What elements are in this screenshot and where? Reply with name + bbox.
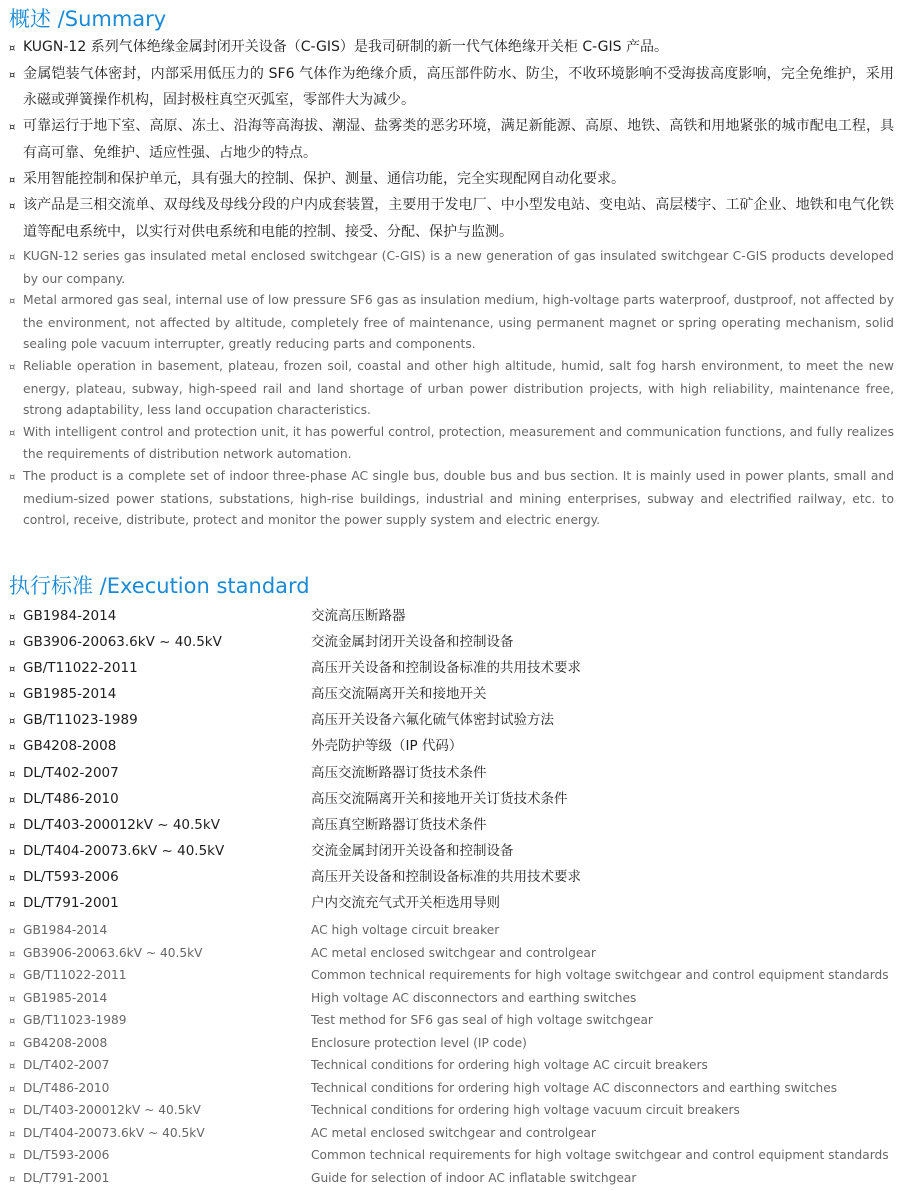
standard-row (9, 965, 894, 988)
standard-row (9, 865, 894, 891)
standard-code-text: GB1984-2014 (23, 608, 117, 624)
bullet-icon: ¤ (9, 638, 16, 650)
standard-row (9, 813, 894, 839)
standard-description: 高压开关设备六氟化硫气体密封试验方法 (311, 712, 554, 729)
standard-row (9, 943, 894, 966)
standard-row (9, 1123, 894, 1146)
bullet-icon: ¤ (9, 690, 16, 702)
bullet-icon: ¤ (9, 252, 16, 263)
bullet-icon: ¤ (9, 872, 16, 884)
standard-description: High voltage AC disconnectors and earthing switches (311, 990, 637, 1005)
bullet-icon: ¤ (9, 820, 16, 832)
standard-row (9, 1033, 894, 1056)
paragraph-text: KUGN-12 系列气体绝缘金属封闭开关设备（C-GIS）是我司研制的新一代气体绝缘开关柜 C-GIS 产品。 (23, 39, 668, 55)
standard-description: Technical conditions for ordering high voltage AC disconnectors and earthing switches (311, 1080, 838, 1095)
bullet-icon: ¤ (9, 201, 16, 213)
bullet-icon: ¤ (9, 427, 16, 439)
summary-paragraph (9, 62, 894, 114)
paragraph-text: Reliable operation in basement, plateau, frozen soil, coastal and other high altitude, humid, salt fog harsh environment, to meet the new energy, plateau, subway, high-speed rail and land shortage of urban power distribution projects, with high reliability, maintenance free, strong adaptability, less land occupation characteristics. (23, 358, 894, 418)
standard-code-text: GB3906-20063.6kV ~ 40.5kV (23, 634, 222, 651)
standard-description: 外壳防护等级（IP 代码） (311, 738, 463, 755)
bullet-icon: ¤ (9, 846, 16, 858)
standard-code-text: DL/T403-200012kV ~ 40.5kV (23, 1103, 201, 1118)
summary-cn (9, 35, 894, 246)
bullet-icon: ¤ (9, 664, 16, 676)
summary-en (9, 246, 894, 532)
paragraph-text: 采用智能控制和保护单元，具有强大的控制、保护、测量、通信功能，完全实现配网自动化要求。 (23, 170, 625, 187)
bullet-icon: ¤ (9, 1083, 16, 1095)
bullet-icon: ¤ (9, 471, 16, 483)
bullet-icon: ¤ (9, 1128, 16, 1140)
standard-row (9, 734, 894, 760)
standard-code (9, 865, 311, 891)
standard-code-text: GB3906-20063.6kV ~ 40.5kV (23, 945, 203, 960)
standard-code-text: GB/T11023-1989 (23, 712, 138, 729)
standard-code-text: GB4208-2008 (23, 1035, 108, 1050)
summary-paragraph (9, 114, 894, 166)
standard-code-text: DL/T404-20073.6kV ~ 40.5kV (23, 842, 225, 859)
standard-description: 高压交流隔离开关和接地开关订货技术条件 (311, 790, 568, 807)
standard-row (9, 656, 894, 682)
standard-code-text: GB1985-2014 (23, 990, 108, 1005)
standard-code (9, 943, 311, 966)
bullet-icon: ¤ (9, 1061, 16, 1073)
standard-code-text: DL/T593-2006 (23, 1148, 110, 1163)
standard-code-text: GB/T11022-2011 (23, 660, 138, 677)
standard-description: 高压交流断路器订货技术条件 (311, 764, 487, 781)
standard-description: 高压开关设备和控制设备标准的共用技术要求 (311, 868, 581, 885)
paragraph-text: The product is a complete set of indoor three-phase AC single bus, double bus and bus section. It is mainly used in power plants, small and medium-sized power stations, substations, high-rise buildings, industrial and mining enterprises, subway and electrified railway, etc. to control, receive, distribute, protect and monitor the power supply system and electric energy. (23, 468, 894, 528)
standard-row (9, 761, 894, 787)
bullet-icon: ¤ (9, 993, 16, 1005)
bullet-icon: ¤ (9, 1106, 16, 1118)
paragraph-text: 该产品是三相交流单、双母线及母线分段的户内成套装置，主要用于发电厂、中小型发电站、变电站、高层楼宇、工矿企业、地铁和电气化铁道等配电系统中，以实行对供电系统和电能的控制、接受、分配、保护与监测。 (23, 197, 894, 240)
standard-code (9, 1168, 311, 1191)
standard-code (9, 1145, 311, 1168)
standard-row (9, 1168, 894, 1191)
standard-description: AC metal enclosed switchgear and controlgear (311, 1125, 596, 1140)
standards-title: 执行标准 /Execution standard (9, 574, 310, 598)
standard-code-text: DL/T486-2010 (23, 790, 119, 807)
standard-description: AC metal enclosed switchgear and controlgear (311, 945, 596, 960)
standard-description: 交流金属封闭开关设备和控制设备 (311, 634, 514, 651)
bullet-icon: ¤ (9, 742, 16, 754)
bullet-icon: ¤ (9, 948, 16, 960)
bullet-icon: ¤ (9, 794, 16, 806)
standard-description: AC high voltage circuit breaker (311, 923, 500, 937)
standard-description: Test method for SF6 gas seal of high voltage switchgear (311, 1013, 653, 1028)
standard-description: 交流金属封闭开关设备和控制设备 (311, 842, 514, 859)
bullet-icon: ¤ (9, 296, 16, 308)
paragraph-text: Metal armored gas seal, internal use of low pressure SF6 gas as insulation medium, high-voltage parts waterproof, dustproof, not affected by the environment, not affected by altitude, completely free of maintenance, using permanent magnet or spring operating mechanism, solid sealing pole vacuum interrupter, greatly reducing parts and components. (23, 293, 894, 352)
summary-paragraph (9, 167, 894, 194)
standard-code-text: GB1985-2014 (23, 686, 117, 703)
standard-code (9, 708, 311, 734)
standard-code-text: DL/T404-20073.6kV ~ 40.5kV (23, 1125, 205, 1140)
bullet-icon: ¤ (9, 1151, 16, 1163)
bullet-icon: ¤ (9, 43, 16, 54)
standard-row (9, 839, 894, 865)
bullet-icon: ¤ (9, 926, 16, 937)
standard-code-text: DL/T403-200012kV ~ 40.5kV (23, 816, 220, 833)
standard-code (9, 630, 311, 656)
standard-row (9, 1055, 894, 1078)
standard-row (9, 891, 894, 917)
standard-code (9, 604, 311, 630)
standard-code (9, 656, 311, 682)
bullet-icon: ¤ (9, 899, 16, 911)
bullet-icon: ¤ (9, 174, 16, 186)
standard-code (9, 761, 311, 787)
standard-code (9, 1033, 311, 1056)
standard-row (9, 1078, 894, 1101)
standard-code (9, 1123, 311, 1146)
standard-description: Common technical requirements for high voltage switchgear and control equipment standards (311, 968, 889, 983)
standard-code-text: DL/T593-2006 (23, 868, 119, 885)
bullet-icon: ¤ (9, 971, 16, 983)
standard-code (9, 1055, 311, 1078)
bullet-icon: ¤ (9, 768, 16, 780)
standard-description: Common technical requirements for high voltage switchgear and control equipment standards (311, 1148, 889, 1163)
bullet-icon: ¤ (9, 1174, 16, 1186)
summary-paragraph (9, 290, 894, 356)
standard-description: Guide for selection of indoor AC inflatable switchgear (311, 1171, 637, 1186)
standard-code-text: GB1984-2014 (23, 923, 108, 937)
standard-description: 交流高压断路器 (311, 608, 406, 624)
paragraph-text: KUGN-12 series gas insulated metal enclosed switchgear (C-GIS) is a new generation of gas insulated switchgear C-GIS products developed by our company. (23, 249, 894, 286)
summary-title: 概述 /Summary (9, 7, 167, 31)
bullet-icon: ¤ (9, 122, 16, 134)
standard-code (9, 891, 311, 917)
summary-paragraph (9, 466, 894, 532)
standard-row (9, 682, 894, 708)
standard-row (9, 787, 894, 813)
summary-paragraph (9, 35, 894, 62)
standard-description: 高压开关设备和控制设备标准的共用技术要求 (311, 660, 581, 677)
summary-paragraph (9, 246, 894, 290)
standard-code (9, 965, 311, 988)
standard-row (9, 708, 894, 734)
bullet-icon: ¤ (9, 1016, 16, 1028)
standards-en-list (9, 920, 894, 1191)
standard-description: 高压真空断路器订货技术条件 (311, 816, 487, 833)
summary-paragraph (9, 193, 894, 245)
standard-code (9, 1010, 311, 1033)
standard-description: Technical conditions for ordering high voltage AC circuit breakers (311, 1058, 708, 1073)
standard-row (9, 988, 894, 1011)
bullet-icon: ¤ (9, 361, 16, 373)
standards-cn-list (9, 604, 894, 917)
summary-paragraph (9, 422, 894, 466)
standard-row (9, 630, 894, 656)
standard-code-text: DL/T791-2001 (23, 895, 119, 912)
standard-code-text: GB/T11022-2011 (23, 968, 127, 983)
standard-description: Technical conditions for ordering high voltage vacuum circuit breakers (311, 1103, 740, 1118)
standard-code (9, 734, 311, 760)
standard-code (9, 1078, 311, 1101)
standard-code (9, 920, 311, 943)
standard-description: 户内交流充气式开关柜选用导则 (311, 895, 500, 912)
standard-code (9, 839, 311, 865)
standard-code (9, 988, 311, 1011)
standard-description: 高压交流隔离开关和接地开关 (311, 686, 487, 703)
standard-description: Enclosure protection level (IP code) (311, 1035, 527, 1050)
standard-code-text: DL/T486-2010 (23, 1080, 110, 1095)
standard-row (9, 1010, 894, 1033)
standard-code-text: GB4208-2008 (23, 738, 117, 755)
standard-row (9, 1145, 894, 1168)
standard-code-text: GB/T11023-1989 (23, 1013, 127, 1028)
standard-code (9, 1100, 311, 1123)
standard-code (9, 682, 311, 708)
standard-code-text: DL/T791-2001 (23, 1171, 110, 1186)
bullet-icon: ¤ (9, 1038, 16, 1050)
standard-row (9, 604, 894, 630)
standard-row (9, 1100, 894, 1123)
bullet-icon: ¤ (9, 716, 16, 728)
paragraph-text: 金属铠装气体密封，内部采用低压力的 SF6 气体作为绝缘介质，高压部件防水、防尘，不收环境影响不受海拔高度影响，完全免维护，采用永磁或弹簧操作机构，固封极柱真空灭弧室，零部件大为减少。 (23, 65, 894, 109)
standard-code (9, 787, 311, 813)
paragraph-text: With intelligent control and protection unit, it has powerful control, protection, measurement and communication functions, and fully realizes the requirements of distribution network automation. (23, 424, 894, 462)
bullet-icon: ¤ (9, 612, 16, 623)
standard-row (9, 920, 894, 943)
paragraph-text: 可靠运行于地下室、高原、冻土、沿海等高海拔、潮湿、盐雾类的恶劣环境，满足新能源、高原、地铁、高铁和用地紧张的城市配电工程，具有高可靠、免维护、适应性强、占地少的特点。 (23, 118, 894, 161)
standard-code-text: DL/T402-2007 (23, 764, 119, 781)
standard-code (9, 813, 311, 839)
standard-code-text: DL/T402-2007 (23, 1058, 110, 1073)
bullet-icon: ¤ (9, 69, 16, 81)
summary-paragraph (9, 356, 894, 422)
